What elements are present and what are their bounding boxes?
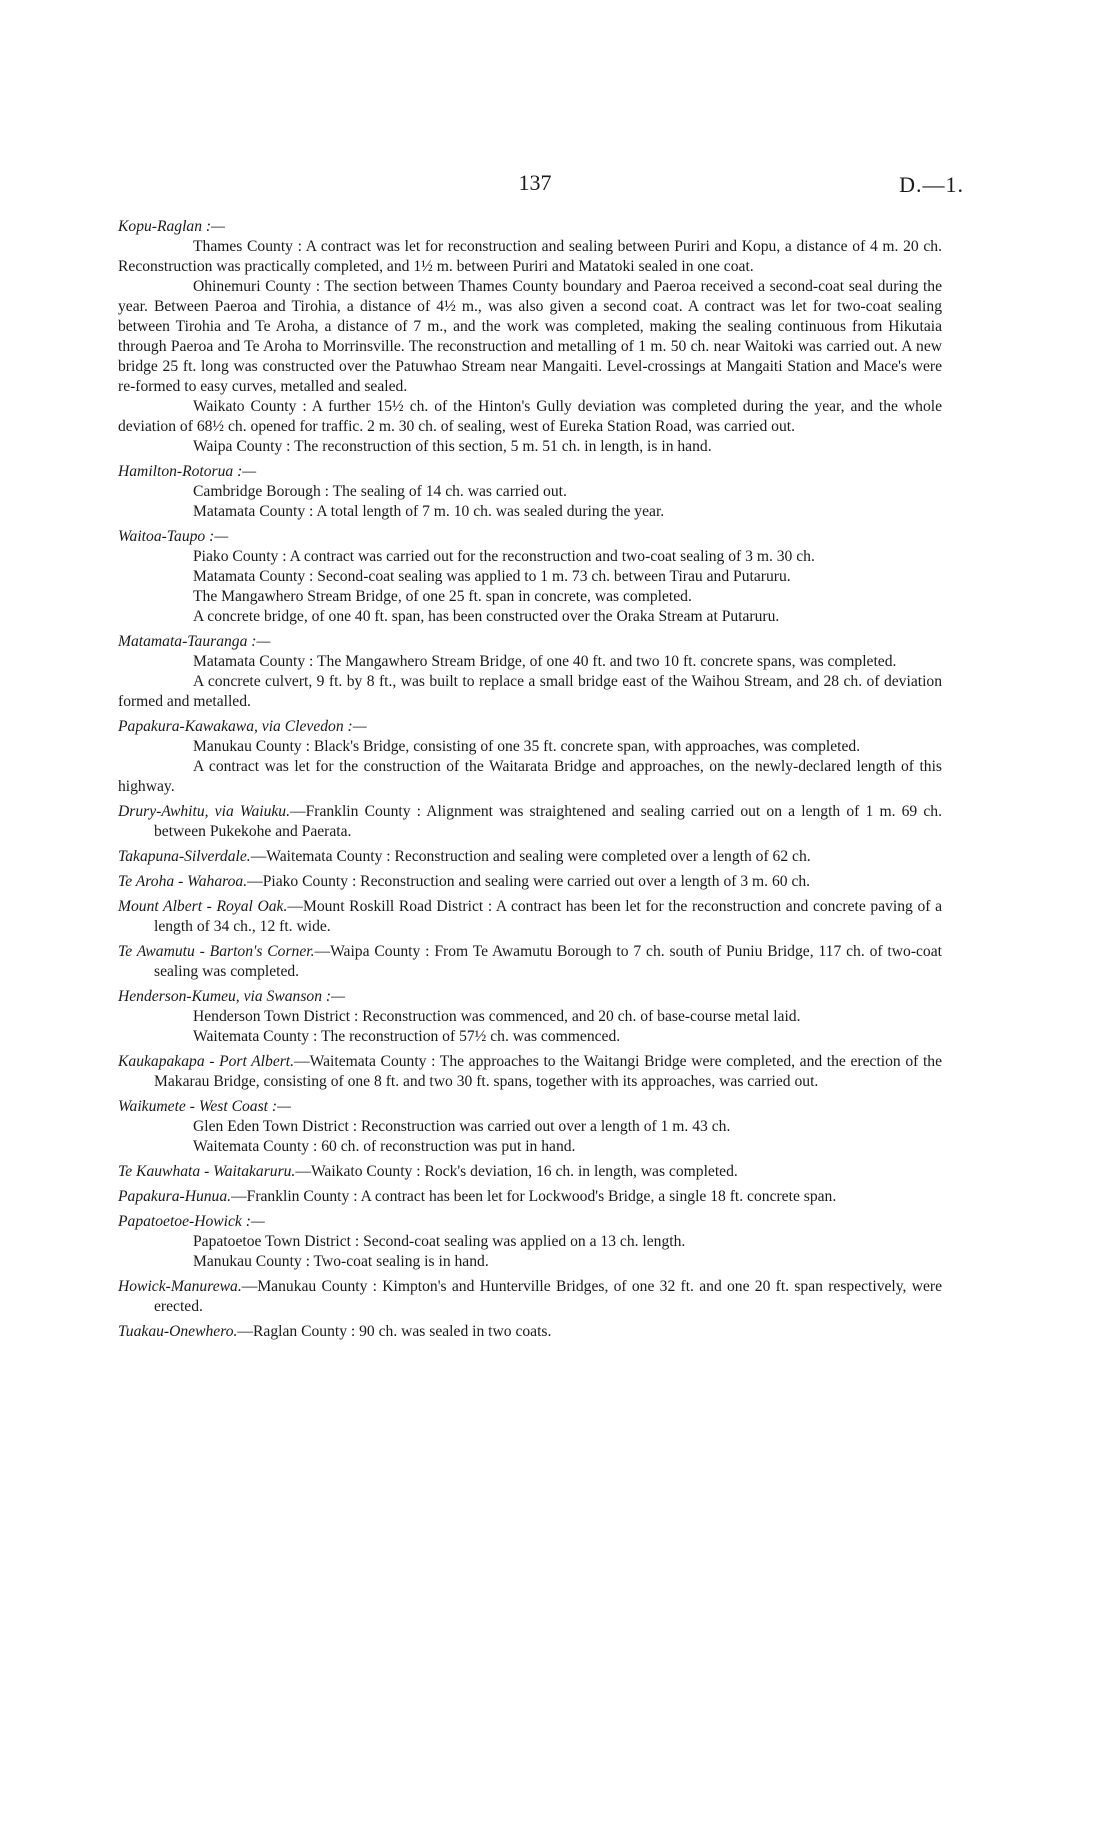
entry-text: —Mount Roskill Road District : A contract has been let for the reconstruction and concrete paving of a length of 34 ch., 12 ft. wide.: [154, 898, 942, 935]
section-paragraph: Cambridge Borough : The sealing of 14 ch. was carried out.: [193, 483, 567, 500]
highway-entry: [118, 1162, 942, 1182]
entry-text: —Piako County : Reconstruction and sealing were carried out over a length of 3 m. 60 ch.: [247, 873, 811, 890]
highway-section: [118, 632, 942, 712]
section-heading: Kopu-Raglan :—: [118, 218, 225, 235]
highway-section: [118, 987, 942, 1047]
entry-title: Te Kauwhata - Waitakaruru.: [118, 1163, 296, 1180]
section-paragraph: Glen Eden Town District : Reconstruction was carried out over a length of 1 m. 43 ch.: [193, 1118, 731, 1135]
entry-text: —Waipa County : From Te Awamutu Borough to 7 ch. south of Puniu Bridge, 117 ch. of two-coat sealing was completed.: [154, 943, 942, 980]
entry-title: Tuakau-Onewhero.: [118, 1323, 238, 1340]
section-paragraph: A concrete culvert, 9 ft. by 8 ft., was built to replace a small bridge east of the Waihou Stream, and 28 ch. of deviation formed and metalled.: [118, 673, 942, 710]
highway-section: [118, 217, 942, 457]
section-heading: Papakura-Kawakawa, via Clevedon :—: [118, 718, 367, 735]
section-paragraph: Papatoetoe Town District : Second-coat sealing was applied on a 13 ch. length.: [193, 1233, 686, 1250]
entry-title: Mount Albert - Royal Oak.: [118, 898, 288, 915]
highway-section: [118, 527, 942, 627]
entry-text: —Waitemata County : The approaches to the Waitangi Bridge were completed, and the erection of the Makarau Bridge, consisting of one 8 ft. and two 30 ft. spans, together with its approaches, was carried out.: [154, 1053, 943, 1090]
entry-text: —Waikato County : Rock's deviation, 16 ch. in length, was completed.: [295, 1163, 738, 1180]
highway-section: [118, 462, 942, 522]
section-paragraph: Waitemata County : 60 ch. of reconstruction was put in hand.: [193, 1138, 576, 1155]
section-heading: Waikumete - West Coast :—: [118, 1098, 291, 1115]
section-paragraph: Ohinemuri County : The section between Thames County boundary and Paeroa received a second-coat seal during the year. Between Paeroa and Tirohia, a distance of 4½ m., was also given a second coat. A contract was let for two-coat sealing between Tirohia and Te Aroha, a distance of 7 m., and the work was completed, making the sealing continuous from Hikutaia through Paeroa and Te Aroha to Morrinsville. The reconstruction and metalling of 1 m. 50 ch. near Waitoki was carried out. A new bridge 25 ft. long was constructed over the Patuwhao Stream near Mangaiti. Level-crossings at Mangaiti Station and Mace's were re-formed to easy curves, metalled and sealed.: [118, 278, 942, 395]
section-paragraph: Matamata County : A total length of 7 m. 10 ch. was sealed during the year.: [193, 503, 665, 520]
page-number: 137: [518, 170, 552, 195]
section-paragraph: Matamata County : Second-coat sealing was applied to 1 m. 73 ch. between Tirau and Putaruru.: [193, 568, 791, 585]
section-paragraph: Waitemata County : The reconstruction of 57½ ch. was commenced.: [193, 1028, 621, 1045]
section-paragraph: Piako County : A contract was carried out for the reconstruction and two-coat sealing of 3 m. 30 ch.: [193, 548, 815, 565]
entry-title: Howick-Manurewa.: [118, 1278, 242, 1295]
section-heading: Matamata-Tauranga :—: [118, 633, 271, 650]
entry-title: Takapuna-Silverdale.: [118, 848, 251, 865]
entry-text: —Waitemata County : Reconstruction and sealing were completed over a length of 62 ch.: [250, 848, 811, 865]
entry-text: —Raglan County : 90 ch. was sealed in two coats.: [237, 1323, 552, 1340]
document-reference: D.—1.: [899, 172, 964, 197]
entry-text: —Franklin County : A contract has been let for Lockwood's Bridge, a single 18 ft. concrete span.: [231, 1188, 837, 1205]
highway-entry: [118, 897, 942, 937]
section-paragraph: Manukau County : Black's Bridge, consisting of one 35 ft. concrete span, with approaches, was completed.: [193, 738, 861, 755]
highway-entry: [118, 847, 942, 867]
highway-entry: [118, 1187, 942, 1207]
highway-entry: [118, 802, 942, 842]
section-paragraph: Manukau County : Two-coat sealing is in hand.: [193, 1253, 489, 1270]
section-paragraph: A contract was let for the construction of the Waitarata Bridge and approaches, on the newly-declared length of this highway.: [118, 758, 942, 795]
highway-section: [118, 1212, 942, 1272]
section-heading: Henderson-Kumeu, via Swanson :—: [118, 988, 345, 1005]
highway-section: [118, 1097, 942, 1157]
entry-title: Papakura-Hunua.: [118, 1188, 232, 1205]
highway-entry: [118, 942, 942, 982]
section-paragraph: Matamata County : The Mangawhero Stream Bridge, of one 40 ft. and two 10 ft. concrete spans, was completed.: [193, 653, 897, 670]
highway-entry: [118, 872, 942, 892]
section-heading: Hamilton-Rotorua :—: [118, 463, 257, 480]
section-heading: Waitoa-Taupo :—: [118, 528, 229, 545]
entry-title: Drury-Awhitu, via Waiuku.: [118, 803, 290, 820]
entry-title: Kaukapakapa - Port Albert.: [118, 1053, 295, 1070]
highway-section: [118, 717, 942, 797]
section-paragraph: Henderson Town District : Reconstruction was commenced, and 20 ch. of base-course metal laid.: [193, 1008, 801, 1025]
highway-entry: [118, 1277, 942, 1317]
section-paragraph: The Mangawhero Stream Bridge, of one 25 ft. span in concrete, was completed.: [193, 588, 692, 605]
section-heading: Papatoetoe-Howick :—: [118, 1213, 265, 1230]
entry-title: Te Awamutu - Barton's Corner.: [118, 943, 315, 960]
section-paragraph: Thames County : A contract was let for reconstruction and sealing between Puriri and Kopu, a distance of 4 m. 20 ch. Reconstruction was practically completed, and 1½ m. between Puriri and Matatoki sealed in one coat.: [118, 238, 942, 275]
entry-text: —Franklin County : Alignment was straightened and sealing carried out on a length of 1 m. 69 ch. between Pukekohe and Paerata.: [154, 803, 943, 840]
report-body: [118, 212, 942, 1342]
entry-title: Te Aroha - Waharoa.: [118, 873, 248, 890]
section-paragraph: Waikato County : A further 15½ ch. of the Hinton's Gully deviation was completed during the year, and the whole deviation of 68½ ch. opened for traffic. 2 m. 30 ch. of sealing, west of Eureka Station Road, was carried out.: [118, 398, 942, 435]
highway-entry: [118, 1052, 942, 1092]
section-paragraph: A concrete bridge, of one 40 ft. span, has been constructed over the Oraka Stream at Putaruru.: [193, 608, 780, 625]
entry-text: —Manukau County : Kimpton's and Hunterville Bridges, of one 32 ft. and one 20 ft. span respectively, were erected.: [154, 1278, 942, 1315]
section-paragraph: Waipa County : The reconstruction of this section, 5 m. 51 ch. in length, is in hand.: [193, 438, 712, 455]
highway-entry: [118, 1322, 942, 1342]
